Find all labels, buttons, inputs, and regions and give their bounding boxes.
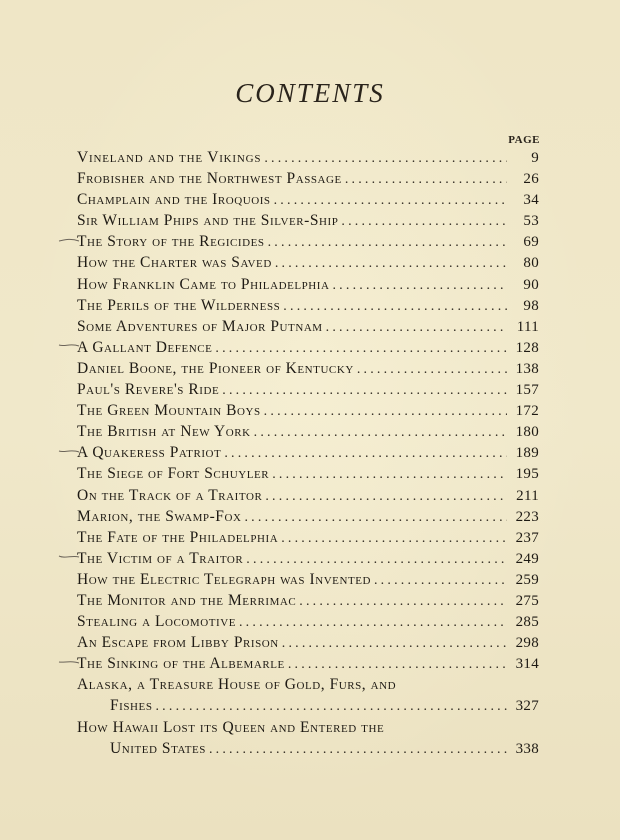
toc-entry <box>0 548 620 569</box>
toc-entry-title: A Gallant Defence <box>77 338 213 356</box>
toc-entry-title-line1: Alaska, a Treasure House of Gold, Furs, and <box>77 676 397 694</box>
toc-entry-page: 98 <box>523 297 539 314</box>
toc-entry <box>0 527 620 548</box>
dot-leader <box>341 211 507 232</box>
toc-entry-title: Daniel Boone, the Pioneer of Kentucky <box>77 359 354 377</box>
dot-leader <box>275 253 507 274</box>
toc-entry-title: Frobisher and the Northwest Passage <box>77 170 342 188</box>
toc-entry-title: The Green Mountain Boys <box>77 402 261 420</box>
toc-entry <box>0 379 620 400</box>
toc-entry-page: 172 <box>515 403 539 420</box>
dot-leader <box>246 549 507 570</box>
toc-entry <box>0 210 620 231</box>
toc-entry <box>0 337 620 358</box>
toc-entry-page: 90 <box>523 276 539 293</box>
toc-entry <box>0 506 620 527</box>
toc-entry <box>0 569 620 590</box>
toc-entry <box>0 274 620 295</box>
dot-leader <box>274 190 507 211</box>
dot-leader <box>209 739 507 760</box>
dot-leader <box>254 422 507 443</box>
dot-leader <box>345 169 507 190</box>
toc-entry-page: 223 <box>515 508 539 525</box>
toc-entry-page: 180 <box>515 424 539 441</box>
page-column-label: PAGE <box>508 134 540 146</box>
page-title: CONTENTS <box>235 78 385 108</box>
toc-entry <box>0 717 620 759</box>
toc-entry-page: 9 <box>531 150 539 166</box>
dot-leader <box>264 148 507 169</box>
dot-leader <box>264 401 507 422</box>
toc-entry-page: 69 <box>523 234 539 251</box>
toc-entry <box>0 590 620 611</box>
toc-entry-title: The Victim of a Traitor <box>77 549 244 567</box>
dot-leader <box>215 338 507 359</box>
toc-entry-title: The Story of the Regicides <box>77 233 265 251</box>
toc-entry-page: 237 <box>515 529 539 546</box>
toc-entry <box>0 189 620 210</box>
dot-leader <box>272 464 507 485</box>
toc-entry <box>0 632 620 653</box>
toc-entry-page: 189 <box>515 445 539 462</box>
toc-entry-page: 259 <box>515 571 539 588</box>
toc-entry <box>0 316 620 337</box>
toc-entry-page: 157 <box>515 382 539 399</box>
toc-entry-page: 338 <box>515 740 539 757</box>
toc-entry-title: A Quakeress Patriot <box>77 444 222 462</box>
toc-entry <box>0 400 620 421</box>
dot-leader <box>374 570 507 591</box>
toc-entry-page: 195 <box>515 466 539 483</box>
toc-entry <box>0 147 620 168</box>
dot-leader <box>265 486 507 507</box>
dot-leader <box>155 696 507 717</box>
toc-entry <box>0 674 620 716</box>
toc-entry-page: 128 <box>515 339 539 356</box>
toc-entry-title: Sir William Phips and the Silver-Ship <box>77 212 339 230</box>
toc-entry-page: 249 <box>515 550 539 567</box>
toc-entry-page: 285 <box>515 614 539 631</box>
toc-entry-title-line1: How Hawaii Lost its Queen and Entered the <box>77 718 385 736</box>
toc-entry-title: Vineland and the Vikings <box>77 149 262 166</box>
dot-leader <box>222 380 507 401</box>
toc-entry <box>0 231 620 252</box>
toc-entry-title-line2: United States <box>110 739 206 757</box>
toc-entry-title: The Monitor and the Merrimac <box>77 591 297 609</box>
toc-entry-page: 211 <box>516 487 539 504</box>
toc-entry-title: Champlain and the Iroquois <box>77 191 271 209</box>
toc-entry-title: How the Charter was Saved <box>77 254 272 272</box>
toc-entry-page: 26 <box>523 171 539 188</box>
toc-entry-title: Stealing a Locomotive <box>77 613 236 631</box>
toc-entry-title: The British at New York <box>77 423 251 441</box>
dot-leader <box>224 443 507 464</box>
toc-entry-title: The Sinking of the Albemarle <box>77 655 285 673</box>
toc-entry-title: How Franklin Came to Philadelphia <box>77 275 330 293</box>
dot-leader <box>281 528 507 549</box>
toc-entry-page: 53 <box>523 213 539 230</box>
dot-leader <box>326 317 507 338</box>
dot-leader <box>239 612 507 633</box>
toc-entry <box>0 463 620 484</box>
dot-leader <box>244 507 507 528</box>
dot-leader <box>299 591 507 612</box>
toc-entry-title: An Escape from Libby Prison <box>77 634 279 652</box>
dot-leader <box>282 633 507 654</box>
toc-entry-page: 327 <box>515 698 539 715</box>
toc-entry-page: 298 <box>515 635 539 652</box>
toc-entry <box>0 421 620 442</box>
toc-entry-title: Paul's Revere's Ride <box>77 381 220 399</box>
dot-leader <box>268 232 507 253</box>
toc-entry <box>0 442 620 463</box>
toc-entry-title: Some Adventures of Major Putnam <box>77 317 323 335</box>
toc-entry-page: 314 <box>515 656 539 673</box>
toc-entry-page: 275 <box>515 592 539 609</box>
dot-leader <box>357 359 507 380</box>
toc-entry-page: 138 <box>515 360 539 377</box>
toc-entry <box>0 358 620 379</box>
dot-leader <box>332 275 507 296</box>
dot-leader <box>288 654 507 675</box>
toc-entry-page: 111 <box>516 318 539 335</box>
toc-entry <box>0 485 620 506</box>
toc-entry-title: The Siege of Fort Schuyler <box>77 465 270 483</box>
toc-entry-title: On the Track of a Traitor <box>77 486 263 504</box>
toc-entry <box>0 611 620 632</box>
toc-entry <box>0 653 620 674</box>
table-of-contents <box>0 147 620 759</box>
toc-entry <box>0 168 620 189</box>
dot-leader <box>283 296 507 317</box>
toc-entry-page: 80 <box>523 255 539 272</box>
toc-entry-title: Marion, the Swamp-Fox <box>77 507 242 525</box>
toc-entry-title: The Fate of the Philadelphia <box>77 528 279 546</box>
toc-entry-title: The Perils of the Wilderness <box>77 296 281 314</box>
toc-entry-title-line2: Fishes <box>110 697 153 715</box>
toc-entry <box>0 295 620 316</box>
toc-entry-page: 34 <box>523 192 539 209</box>
toc-entry <box>0 252 620 273</box>
toc-entry-title: How the Electric Telegraph was Invented <box>77 570 371 588</box>
